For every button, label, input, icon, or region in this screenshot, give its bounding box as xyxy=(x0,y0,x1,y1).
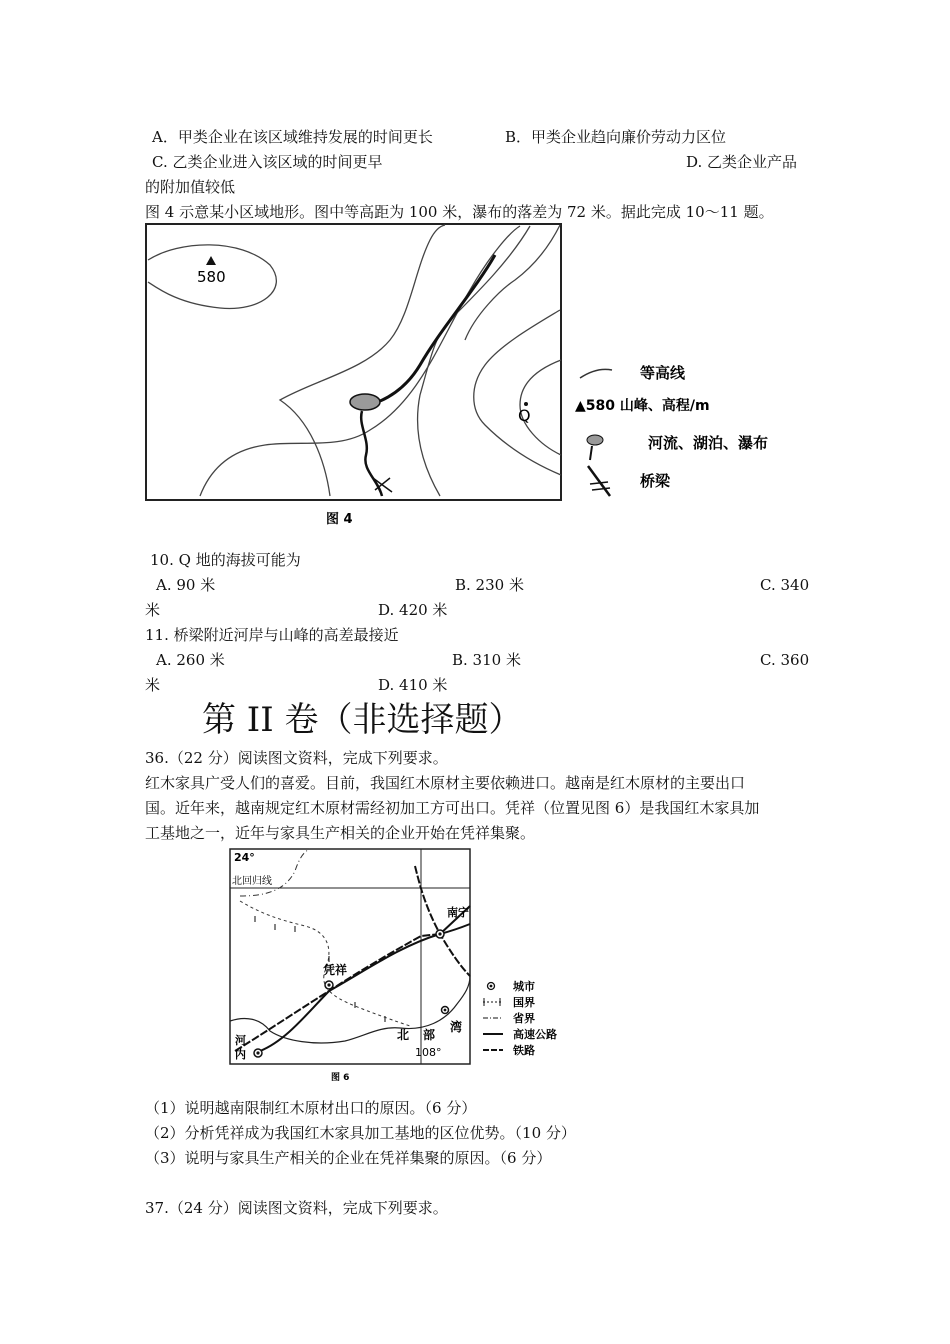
legend-water-label: 河流、湖泊、瀑布 xyxy=(648,434,769,452)
figure-4-caption: 图 4 xyxy=(326,512,353,527)
railway xyxy=(235,934,440,1051)
tropic-label: 北回归线 xyxy=(232,876,272,887)
highway xyxy=(260,991,329,1051)
contour-line xyxy=(474,310,561,475)
legend-railway-label: 铁路 xyxy=(513,1044,535,1057)
prev-option-d-continued: 的附加值较低 xyxy=(145,178,236,196)
prev-option-b: B．甲类企业趋向廉价劳动力区位 xyxy=(505,128,727,146)
contour-line xyxy=(200,226,520,496)
gulf-label: 北 xyxy=(397,1028,410,1042)
prev-option-a: A．甲类企业在该区域维持发展的时间更长 xyxy=(152,128,433,146)
hanoi-label: 内 xyxy=(235,1048,246,1061)
legend-city-label: 城市 xyxy=(513,980,535,993)
figure-6-caption: 图 6 xyxy=(331,1073,350,1083)
q10-option-a: A. 90 米 xyxy=(156,576,216,594)
legend-highway-label: 高速公路 xyxy=(513,1028,557,1041)
highway xyxy=(329,924,470,991)
nanning-label: 南宁 xyxy=(447,906,469,919)
q36-subquestion-3: （3）说明与家具生产相关的企业在凭祥集聚的原因。（6 分） xyxy=(145,1149,552,1167)
legend-province-label: 省界 xyxy=(513,1012,535,1025)
pingxiang-label: 凭祥 xyxy=(323,963,348,977)
q-label: Q xyxy=(518,406,531,425)
prev-option-d: D. 乙类企业产品 xyxy=(686,153,798,171)
fig4-intro: 图 4 示意某小区域地形。图中等高距为 100 米，瀑布的落差为 72 米。据此完成 10～11 题。 xyxy=(145,203,774,221)
hanoi-label: 河 xyxy=(235,1034,246,1047)
q37-stem: 37.（24 分）阅读图文资料，完成下列要求。 xyxy=(145,1199,448,1217)
q36-paragraph-line: 国。近年来，越南规定红木原材需经初加工方可出口。凭祥（位置见图 6）是我国红木家具加 xyxy=(145,799,760,817)
peak-triangle xyxy=(206,256,216,265)
q11-option-a: A. 260 米 xyxy=(156,651,225,669)
gulf-label: 湾 xyxy=(450,1020,463,1034)
legend-bridge-label: 桥梁 xyxy=(640,472,671,490)
legend-contour-label: 等高线 xyxy=(640,364,686,382)
q36-subquestion-2: （2）分析凭祥成为我国红木家具加工基地的区位优势。（10 分） xyxy=(145,1124,576,1142)
q10-option-c: C. 340 xyxy=(760,576,810,594)
lake xyxy=(350,394,380,410)
longitude-label: 108° xyxy=(415,1046,442,1059)
gulf-label: 部 xyxy=(423,1028,436,1042)
legend-bridge-symbol xyxy=(592,488,610,490)
latitude-label: 24° xyxy=(234,851,255,864)
legend-lake-symbol xyxy=(587,435,603,445)
q36-stem: 36.（22 分）阅读图文资料，完成下列要求。 xyxy=(145,749,448,767)
q36-subquestion-1: （1）说明越南限制红木原材出口的原因。（6 分） xyxy=(145,1099,477,1117)
figure-6-location-map xyxy=(225,846,585,1088)
q10-stem: 10. Q 地的海拔可能为 xyxy=(150,551,301,569)
q11-option-b: B. 310 米 xyxy=(452,651,521,669)
q10-option-d: D. 420 米 xyxy=(378,601,448,619)
legend-river-symbol xyxy=(590,446,592,460)
map-frame xyxy=(146,224,561,500)
contour-line xyxy=(280,225,445,496)
legend-river-symbol xyxy=(588,466,610,496)
railway xyxy=(415,866,470,976)
legend-peak-label: ▲580 山峰、高程/m xyxy=(575,398,710,414)
legend-contour-symbol xyxy=(580,369,612,378)
q11-option-c: C. 360 xyxy=(760,651,810,669)
q36-paragraph-line: 红木家具广受人们的喜爱。目前，我国红木原材主要依赖进口。越南是红木原材的主要出口 xyxy=(145,774,746,792)
legend-bridge-symbol xyxy=(590,482,608,484)
q11-stem: 11. 桥梁附近河岸与山峰的高差最接近 xyxy=(145,626,399,644)
q11-option-d: D. 410 米 xyxy=(378,676,448,694)
section-title: 第 II 卷（非选择题） xyxy=(202,700,523,740)
q36-paragraph-line: 工基地之一，近年与家具生产相关的企业开始在凭祥集聚。 xyxy=(145,824,536,842)
legend-border-label: 国界 xyxy=(513,996,535,1009)
peak-elevation-label: 580 xyxy=(197,268,226,286)
prev-option-c: C. 乙类企业进入该区域的时间更早 xyxy=(152,153,383,171)
q10-option-c-unit: 米 xyxy=(145,601,161,619)
contour-line xyxy=(465,225,560,340)
figure-4-terrain-map xyxy=(140,220,820,530)
q11-option-c-unit: 米 xyxy=(145,676,161,694)
contour-line xyxy=(418,226,530,496)
q10-option-b: B. 230 米 xyxy=(455,576,524,594)
